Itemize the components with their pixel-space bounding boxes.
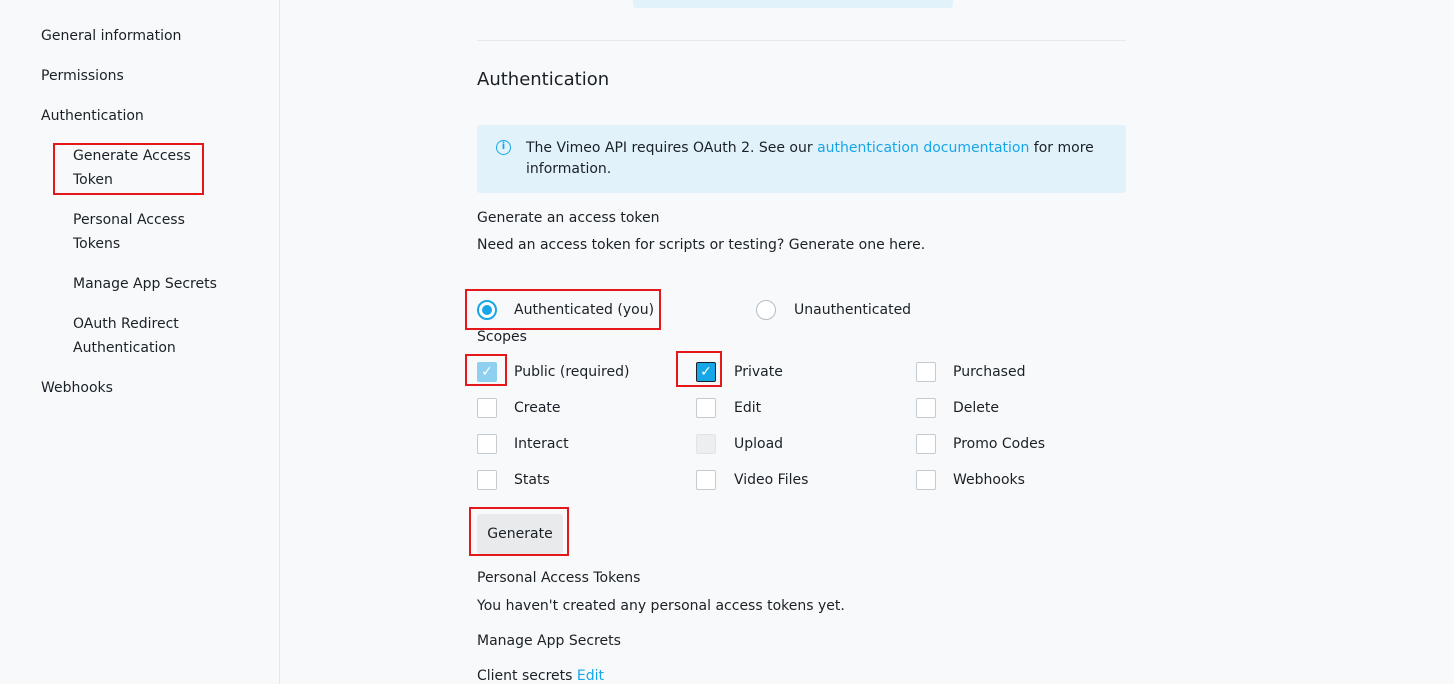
- sidebar-item-generate-access-token[interactable]: Generate Access Token: [73, 148, 191, 188]
- sidebar-item-personal-access-tokens[interactable]: Personal Access Tokens: [73, 212, 185, 252]
- info-box: [477, 125, 1126, 193]
- top-banner: [633, 0, 953, 8]
- scope-stats-label[interactable]: Stats: [514, 472, 550, 488]
- sidebar-item-general-information[interactable]: General information: [41, 28, 182, 44]
- info-icon: i: [496, 140, 511, 155]
- scope-private-checkbox[interactable]: ✓: [696, 362, 716, 382]
- authentication-documentation-link[interactable]: authentication documentation: [817, 140, 1030, 156]
- scope-delete-label[interactable]: Delete: [953, 400, 999, 416]
- sidebar-item-manage-app-secrets[interactable]: Manage App Secrets: [73, 276, 217, 292]
- sidebar-item-webhooks[interactable]: Webhooks: [41, 380, 113, 396]
- scope-promo-codes-checkbox[interactable]: [916, 434, 936, 454]
- authenticated-radio-label[interactable]: Authenticated (you): [514, 302, 655, 318]
- scope-delete-checkbox[interactable]: [916, 398, 936, 418]
- divider: [477, 40, 1126, 41]
- generate-button[interactable]: Generate: [477, 514, 563, 554]
- scope-video-files-checkbox[interactable]: [696, 470, 716, 490]
- section-title: Authentication: [477, 69, 610, 90]
- unauthenticated-radio-label[interactable]: Unauthenticated: [794, 302, 912, 318]
- sidebar-item-authentication[interactable]: Authentication: [41, 108, 144, 124]
- scope-edit-label[interactable]: Edit: [734, 400, 762, 416]
- info-text: [526, 138, 1116, 180]
- sidebar-item-oauth-redirect-authentication[interactable]: OAuth Redirect Authentication: [73, 316, 179, 356]
- scope-private-label[interactable]: Private: [734, 364, 783, 380]
- pat-heading: Personal Access Tokens: [477, 570, 641, 586]
- scope-purchased-checkbox[interactable]: [916, 362, 936, 382]
- secrets-heading: Manage App Secrets: [477, 633, 621, 649]
- info-text-after: for more information.: [526, 140, 1094, 177]
- info-text-before: The Vimeo API requires OAuth 2. See our: [526, 140, 818, 156]
- scope-purchased-label[interactable]: Purchased: [953, 364, 1026, 380]
- scope-webhooks-checkbox[interactable]: [916, 470, 936, 490]
- scopes-label: Scopes: [477, 329, 527, 345]
- generate-heading: Generate an access token: [477, 210, 660, 226]
- client-secrets-row: [477, 666, 604, 684]
- scope-public-label: Public (required): [514, 364, 630, 380]
- scope-interact-label[interactable]: Interact: [514, 436, 569, 452]
- scope-promo-codes-label[interactable]: Promo Codes: [953, 436, 1045, 452]
- generate-description: Need an access token for scripts or testing? Generate one here.: [477, 237, 926, 253]
- scope-edit-checkbox[interactable]: [696, 398, 716, 418]
- sidebar: [0, 0, 280, 684]
- client-secrets-label: Client secrets: [477, 668, 573, 684]
- scope-stats-checkbox[interactable]: [477, 470, 497, 490]
- highlight-box-public: [465, 354, 507, 386]
- scope-upload-checkbox: [696, 434, 716, 454]
- pat-description: You haven't created any personal access tokens yet.: [477, 598, 845, 614]
- scope-webhooks-label[interactable]: Webhooks: [953, 472, 1025, 488]
- scope-interact-checkbox[interactable]: [477, 434, 497, 454]
- unauthenticated-radio[interactable]: [756, 300, 776, 320]
- highlight-box-generate-access-token: [53, 143, 204, 195]
- client-secrets-edit-link[interactable]: Edit: [576, 668, 605, 684]
- scope-public-checkbox: ✓: [477, 362, 497, 382]
- highlight-box-authenticated: [465, 289, 661, 330]
- highlight-box-private: [676, 351, 722, 387]
- scope-upload-label: Upload: [734, 436, 784, 452]
- sidebar-item-permissions[interactable]: Permissions: [41, 68, 124, 84]
- scope-create-label[interactable]: Create: [514, 400, 561, 416]
- scope-video-files-label[interactable]: Video Files: [734, 472, 809, 488]
- scope-create-checkbox[interactable]: [477, 398, 497, 418]
- highlight-box-generate: [469, 507, 569, 556]
